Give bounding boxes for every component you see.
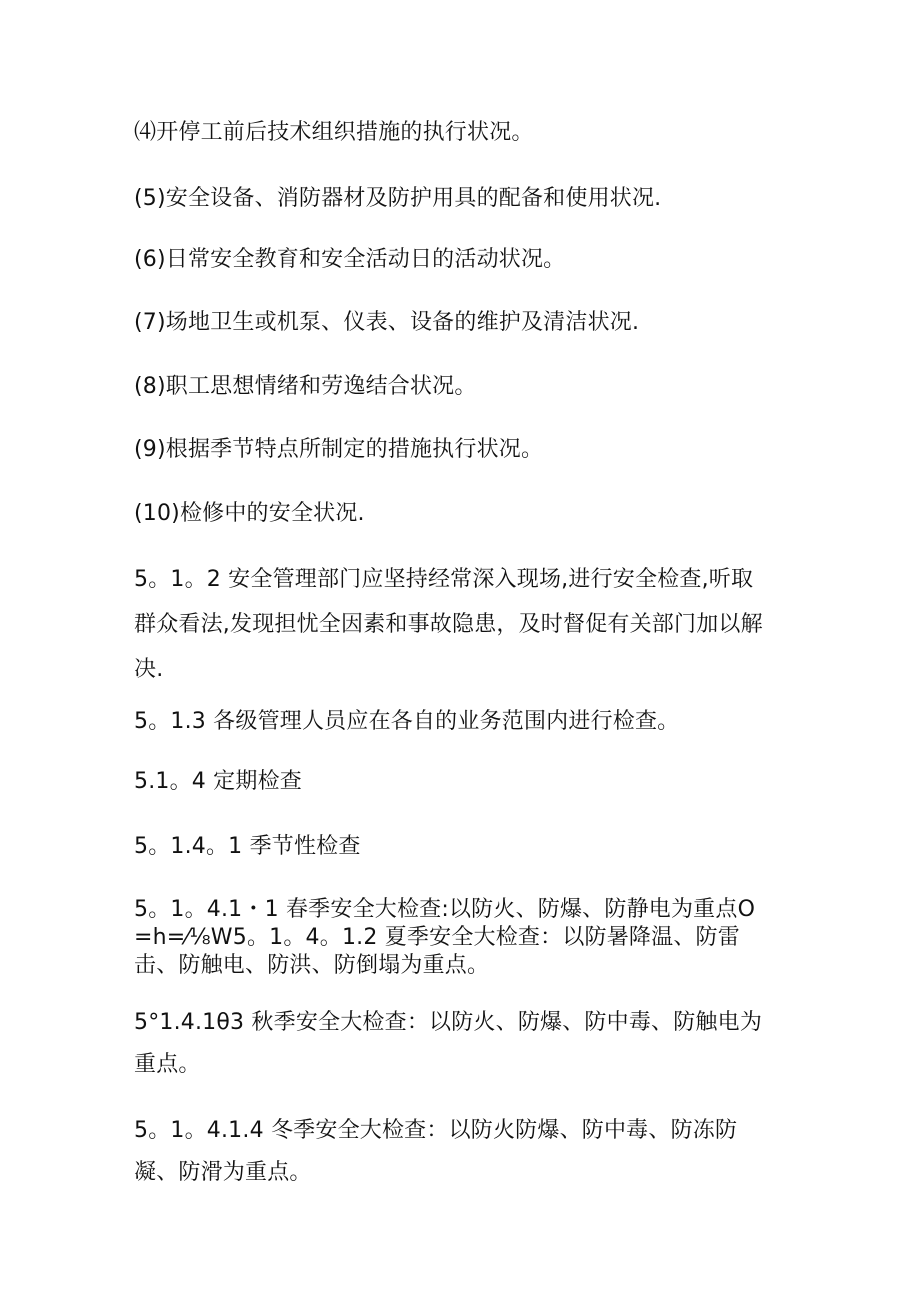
paragraph-5-1-3: 5。1.3 各级管理人员应在各自的业务范围内进行检查。: [134, 709, 680, 734]
paragraph-5-1-4-1-3: [134, 1002, 804, 1086]
paragraph-line: 凝、防滑为重点。: [134, 1160, 312, 1185]
list-item-9: (9)根据季节特点所制定的措施执行状况。: [134, 437, 544, 462]
list-item-4: ⑷开停工前后技术组织措施的执行状况。: [134, 120, 534, 145]
list-item-5: (5)安全设备、消防器材及防护用具的配备和使用状况.: [134, 186, 662, 211]
paragraph-5-1-2: [134, 557, 804, 692]
paragraph-5-1-4-1-1: [134, 896, 804, 980]
paragraph-line: =h=⁄⅛W5。1。4。1.2 夏季安全大检查：以防暑降温、防雷: [134, 925, 740, 950]
paragraph-line: 5。1。4.1.4 冬季安全大检查：以防火防爆、防中毒、防冻防: [134, 1118, 738, 1143]
paragraph-5-1-4-1-4: [134, 1110, 804, 1194]
paragraph-line: 击、防触电、防洪、防倒塌为重点。: [134, 953, 490, 978]
list-item-7: (7)场地卫生或机泵、仪表、设备的维护及清洁状况.: [134, 310, 640, 335]
heading-5-1-4: 5.1。4 定期检查: [134, 769, 302, 794]
heading-5-1-4-1: 5。1.4。1 季节性检查: [134, 834, 361, 859]
paragraph-line: 群众看法,发现担忧全因素和事故隐患，及时督促有关部门加以解: [134, 612, 763, 637]
paragraph-line: 5°1.4.1θ3 秋季安全大检查：以防火、防爆、防中毒、防触电为: [134, 1010, 763, 1035]
paragraph-line: 决.: [134, 657, 164, 682]
list-item-10: (10)检修中的安全状况.: [134, 501, 365, 526]
list-item-6: (6)日常安全教育和安全活动日的活动状况。: [134, 247, 566, 272]
list-item-8: (8)职工思想情绪和劳逸结合状况。: [134, 374, 477, 399]
paragraph-line: 重点。: [134, 1052, 201, 1077]
paragraph-line: 5。1。2 安全管理部门应坚持经常深入现场,进行安全检查,听取: [134, 567, 754, 592]
paragraph-line: 5。1。4.1・1 春季安全大检查:以防火、防爆、防静电为重点O: [134, 897, 756, 922]
